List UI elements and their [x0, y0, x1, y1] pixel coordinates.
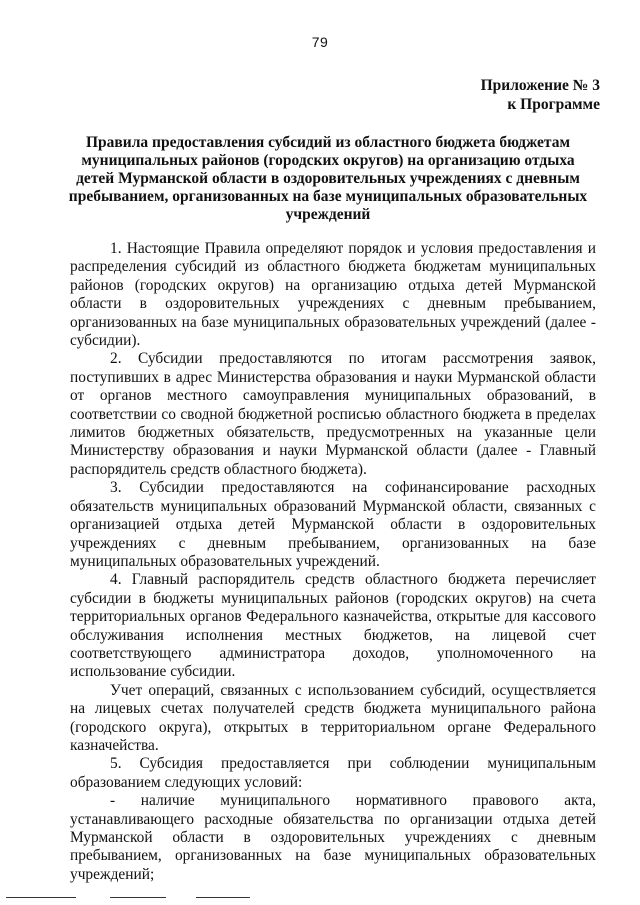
page-number: 79	[311, 34, 329, 50]
paragraph-3: 3. Субсидии предоставляются на софинансирование расходных обязательств муниципальных образований Мурманской области, связанных с организацией отдыха детей Мурманской области в оздоровительных учреждениях с дневным пребыванием, организованных на базе муниципальных образовательных учреждений.	[70, 479, 596, 570]
paragraph-1: 1. Настоящие Правила определяют порядок и условия предоставления и распределения субсидий из областного бюджета бюджетам муниципальных районов (городских округов) на организацию отдыха детей Мурманской области в оздоровительных учреждениях с дневным пребыванием, организованных на базе муниципальных образовательных учреждений (далее - субсидии).	[70, 240, 596, 350]
paragraph-4-accounting: Учет операций, связанных с использованием субсидий, осуществляется на лицевых счетах получателей средств бюджета муниципального района (городского округа), открытых в территориальном органе Федерального казначейства.	[70, 681, 596, 754]
footer-rule-left	[6, 897, 76, 898]
footer-rule-middle	[110, 897, 166, 898]
document-body	[70, 240, 596, 884]
paragraph-5-condition-1: - наличие муниципального нормативного правового акта, устанавливающего расходные обязательства по организации отдыха детей Мурманской области в оздоровительных учреждениях с дневным пребыванием, организованных на базе муниципальных образовательных учреждений;	[70, 792, 596, 883]
footer-rule-right	[196, 897, 250, 898]
appendix-line-2: к Программе	[507, 96, 600, 113]
paragraph-5: 5. Субсидия предоставляется при соблюдении муниципальным образованием следующих условий:	[70, 755, 596, 791]
paragraph-4: 4. Главный распорядитель средств областного бюджета перечисляет субсидии в бюджеты муниципальных районов (городских округов) на счета территориальных органов Федерального казначейства, открытые для кассового обслуживания исполнения местных бюджетов, на лицевой счет соответствующего администратора доходов, уполномоченного на использование субсидии.	[70, 571, 596, 681]
appendix-heading	[481, 76, 600, 114]
paragraph-2: 2. Субсидии предоставляются по итогам рассмотрения заявок, поступивших в адрес Министерства образования и науки Мурманской области от органов местного самоуправления муниципальных образований, в соответствии со сводной бюджетной росписью областного бюджета в пределах лимитов бюджетных обязательств, предусмотренных на указанные цели Министерству образования и науки Мурманской области (далее - Главный распорядитель средств областного бюджета).	[70, 350, 596, 478]
document-title: Правила предоставления субсидий из областного бюджета бюджетам муниципальных районов (городских округов) на организацию отдыха детей Мурманской области в оздоровительных учреждениях с дневным пребыванием, организованных на базе муниципальных образовательных учреждений	[68, 134, 588, 223]
appendix-line-1: Приложение № 3	[480, 77, 600, 94]
